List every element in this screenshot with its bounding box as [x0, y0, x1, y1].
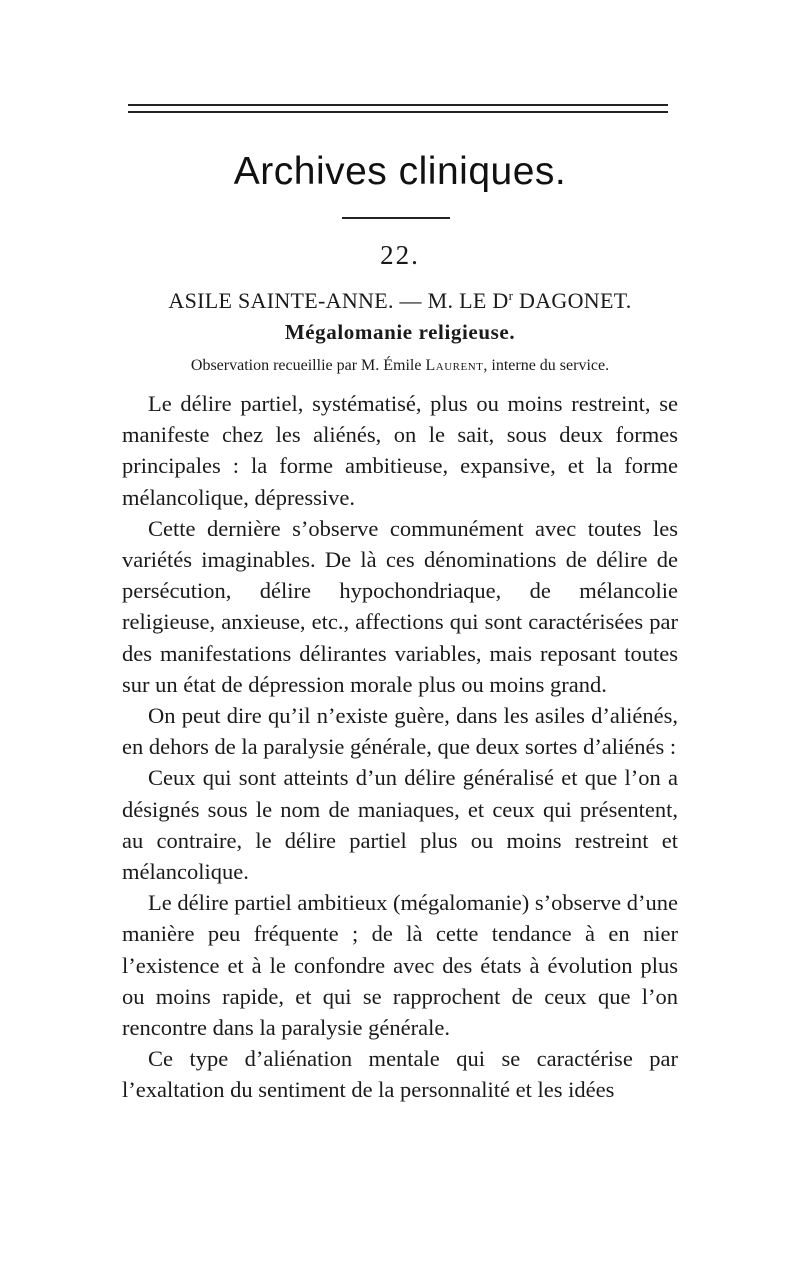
article-body: [122, 388, 678, 1106]
observation-suffix: , interne du service.: [483, 357, 610, 374]
asylum-heading: [122, 288, 678, 314]
paragraph: Cette dernière s’observe communément avec toutes les variétés imaginables. De là ces dénominations de délire de persécution, délire hypochondriaque, de mélancolie religieuse, anxieuse, etc., affections qui sont caractérisées par des manifestations délirantes variables, mais reposant toutes sur un état de dépression morale plus ou moins grand.: [122, 515, 678, 697]
case-number: 22.: [380, 240, 420, 270]
case-subtitle: Mégalomanie religieuse.: [284, 320, 516, 344]
paragraph: On peut dire qu’il n’existe guère, dans les asiles d’aliénés, en dehors de la paralysie générale, que deux sortes d’aliénés :: [122, 703, 678, 760]
paragraph: Ce type d’aliénation mentale qui se caractérise par l’exaltation du sentiment de la personnalité et les idées: [122, 1046, 678, 1103]
top-double-rule: [128, 104, 668, 116]
observation-credit: [122, 357, 678, 375]
paragraph: Ceux qui sont atteints d’un délire généralisé et que l’on a désignés sous le nom de maniaques, et ceux qui présentent, au contraire, le délire partiel plus ou moins restreint et mélancolique.: [122, 765, 678, 885]
observer-name: Laurent: [425, 357, 484, 374]
asylum-text: ASILE SAINTE-ANNE. — M. LE D: [168, 288, 509, 313]
section-title: Archives cliniques.: [233, 150, 567, 193]
doctor-name: DAGONET.: [513, 288, 632, 313]
paragraph: Le délire partiel, systématisé, plus ou moins restreint, se manifeste chez les aliénés, on le sait, sous deux formes principales : la forme ambitieuse, expansive, et la forme mélancolique, dépressive.: [122, 391, 678, 510]
paragraph: Le délire partiel ambitieux (mégalomanie) s’observe d’une manière peu fréquente ; de là cette tendance à en nier l’existence et à le confondre avec des états à évolution plus ou moins rapide, et qui se rapprochent de ceux que l’on rencontre dans la paralysie générale.: [122, 890, 678, 1041]
observation-prefix: Observation recueillie par M. Émile: [190, 357, 426, 374]
title-divider: [342, 217, 450, 219]
doctor-abbrev-sup: r: [508, 288, 514, 303]
